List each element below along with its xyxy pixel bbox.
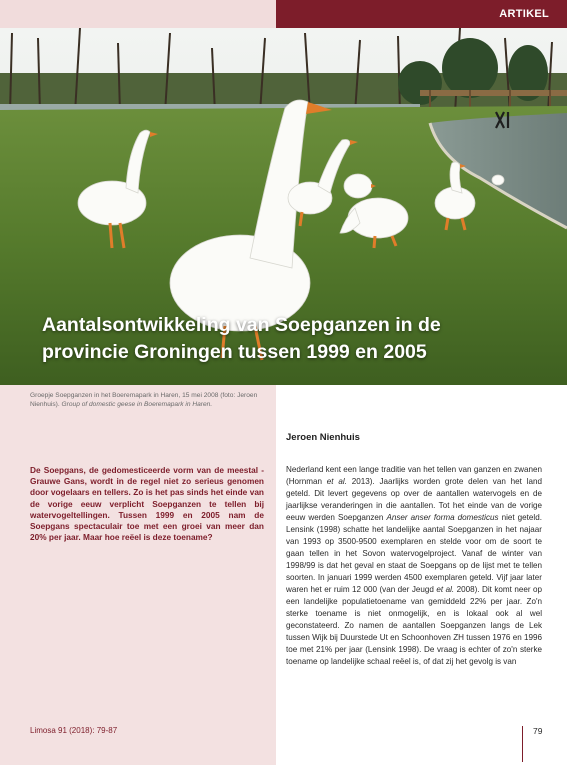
abstract-column [0,385,276,765]
body-run-2: 2013). Jaarlijks worden grote delen van het land geteld. Dit levert gegevens op over de aantallen watervogels en de jaarlijkse veranderingen in die aantallen. Tot het einde van de vorige eeuw werden Soepganzen [286,477,542,522]
article-title [42,312,562,366]
abstract-text: De Soepgans, de gedomesticeerde vorm van de meestal - Grauwe Gans, wordt in de regel niet zo serieus genomen door vogelaars en tellers. Zo is het pas sinds het einde van de vorige eeuw verplicht Soepganzen te tellen bij watervogeltellingen. Tussen 1999 en 2005 nam de Soepgans spectaculair toe met een groei van meer dan 20% per jaar. Maar hoe reëel is deze toename? [30,465,264,543]
author-name: Jeroen Nienhuis [286,432,360,443]
body-run-4: 2008). Dit komt neer op een landelijke populatietoename van gemiddeld 22% per jaar. Zo'n sterke toename is niet onmogelijk, en is lokaal ook al wel geconstateerd. Zo namen de aantallen Soepganzen langs de Lek tussen Wijk bij Duurstede Ut en Schoonhoven ZH tussen 1976 en 1996 toe met 21% per jaar (Lensink 1998). De vraag is echter of zo'n sterke toename op landelijke schaal reëel is, of dat zij het gevolg is van [286,585,542,666]
body-etal-1: et al. [326,477,347,486]
footer-divider [522,726,523,762]
body-paragraph [286,464,542,668]
body-run-1: Nederland kent een lange traditie van het tellen van ganzen en zwanen (Hornman [286,465,542,486]
page-number: 79 [533,726,543,736]
body-run-3: niet geteld. Lensink (1998) schatte het landelijke aantal Soepganzen in het najaar van 1993 op 3500-9500 exemplaren en stelde voor om de soort te gaan tellen in het Sovon watervogelproject. Vanaf de winter van 1998/99 is dat het geval en staat de Soepgans op de lijst met te tellen soorten. In januari 1999 werden 4500 exemplaren geteld. Vijf jaar later waren het er ruim 12 000 (van der Jeugd [286,513,542,594]
body-etal-2: et al. [436,585,455,594]
photo-caption [30,391,262,409]
journal-citation: Limosa 91 (2018): 79-87 [30,726,118,735]
header-section-band [276,0,567,28]
section-label: ARTIKEL [499,8,549,20]
article-title-line-2: provincie Groningen tussen 1999 en 2005 [42,341,427,363]
caption-dutch: Groepje Soepganzen in het Boeremapark in Haren, 15 mei 2008 (foto: Jeroen Nienhuis). [30,392,258,408]
header-left-band [0,0,276,28]
caption-english: Group of domestic geese in Boeremapark in Haren. [61,401,213,408]
body-latin-name: Anser anser forma domesticus [386,513,499,522]
article-title-line-1: Aantalsontwikkeling van Soepganzen in de [42,314,441,336]
